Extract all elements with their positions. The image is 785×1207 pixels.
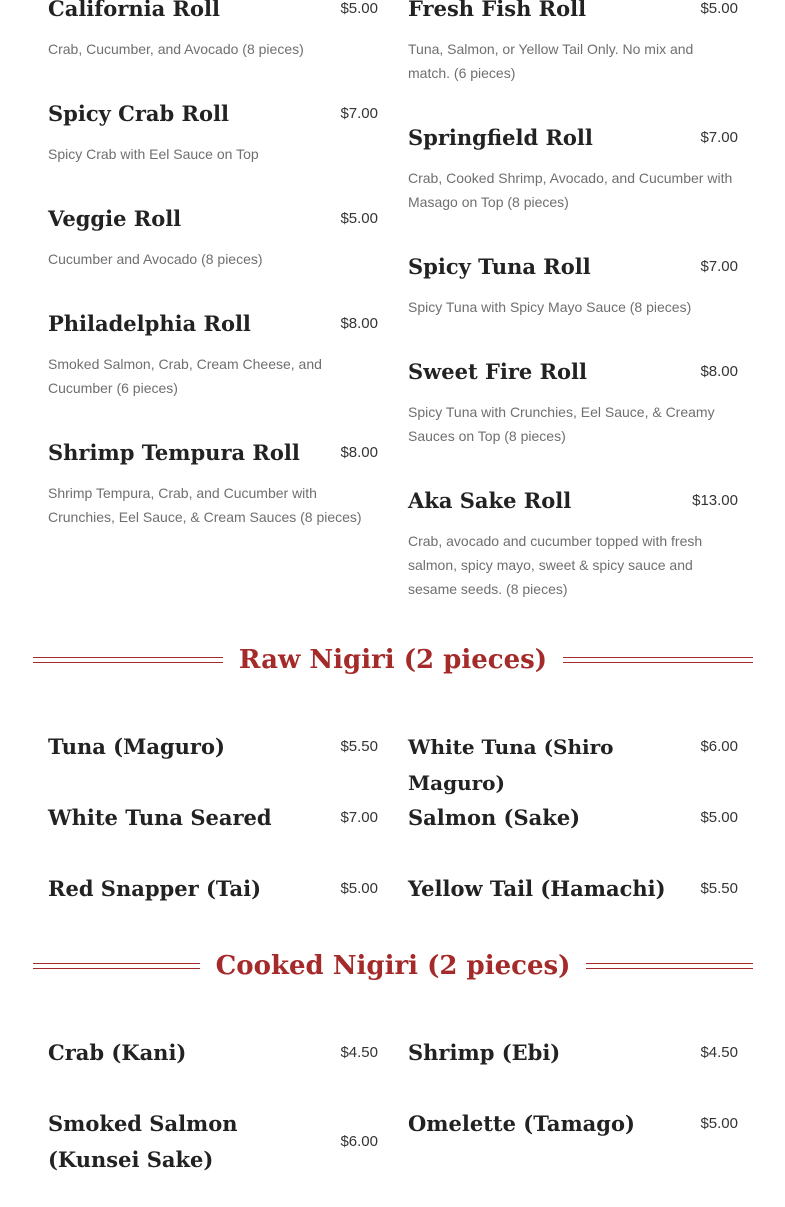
menu-item [408,1035,738,1071]
divider [33,657,223,663]
item-name: Sweet Fire Roll [408,359,588,384]
menu-item [48,1035,378,1071]
item-price: $6.00 [340,1133,378,1150]
item-price: $7.00 [700,258,738,275]
item-description: Cucumber and Avocado (8 pieces) [48,251,263,267]
item-name: Tuna (Maguro) [48,734,225,759]
item-description: Spicy Tuna with Spicy Mayo Sauce (8 pieces) [408,299,692,315]
menu-item [408,0,738,85]
item-price: $5.00 [340,880,378,897]
item-price: $5.00 [340,0,378,17]
item-name: White Tuna (Shiro Maguro) [408,735,614,795]
item-description: Crab, Cucumber, and Avocado (8 pieces) [48,41,304,57]
item-price: $5.50 [340,738,378,755]
menu-item [48,96,378,166]
item-name: Smoked Salmon (Kunsei Sake) [48,1111,238,1172]
menu-item [408,249,738,319]
item-name: California Roll [48,0,220,21]
item-description: Crab, avocado and cucumber topped with fresh salmon, spicy mayo, sweet & spicy sauce and sesame seeds. (8 pieces) [408,533,703,597]
item-name: Philadelphia Roll [48,311,251,336]
item-name: Shrimp (Ebi) [408,1040,561,1065]
item-price: $8.00 [700,363,738,380]
item-name: Omelette (Tamago) [408,1111,635,1136]
item-price: $8.00 [340,315,378,332]
menu-item [408,120,738,214]
divider [33,963,200,969]
item-name: Veggie Roll [48,206,182,231]
menu-item [408,871,738,907]
section-header-raw-nigiri [33,640,753,680]
menu-item [408,483,738,601]
menu-item [408,354,738,448]
item-name: Yellow Tail (Hamachi) [408,876,666,901]
item-name: Salmon (Sake) [408,805,581,830]
menu-item [408,800,738,836]
item-description: Tuna, Salmon, or Yellow Tail Only. No mix and match. (6 pieces) [408,41,694,81]
menu-item [48,1106,378,1178]
item-price: $7.00 [340,809,378,826]
item-description: Crab, Cooked Shrimp, Avocado, and Cucumber with Masago on Top (8 pieces) [408,170,733,210]
item-name: Crab (Kani) [48,1040,187,1065]
menu-item [48,306,378,400]
item-name: Spicy Tuna Roll [408,254,591,279]
item-price: $5.00 [340,210,378,227]
item-name: White Tuna Seared [48,805,272,830]
item-name: Shrimp Tempura Roll [48,440,300,465]
item-price: $5.00 [700,0,738,17]
item-price: $8.00 [340,444,378,461]
item-name: Spicy Crab Roll [48,101,229,126]
item-price: $5.00 [700,1115,738,1132]
item-price: $13.00 [692,492,738,509]
item-description: Spicy Crab with Eel Sauce on Top [48,146,259,162]
item-name: Springfield Roll [408,125,593,150]
section-title: Cooked Nigiri (2 pieces) [215,951,571,981]
menu-item [48,800,378,836]
item-description: Smoked Salmon, Crab, Cream Cheese, and Cucumber (6 pieces) [48,356,322,396]
item-name: Aka Sake Roll [408,488,572,513]
menu-item [48,729,378,765]
menu-item [48,0,378,61]
item-price: $5.50 [700,880,738,897]
item-description: Spicy Tuna with Crunchies, Eel Sauce, & Creamy Sauces on Top (8 pieces) [408,404,715,444]
divider [563,657,753,663]
item-price: $4.50 [340,1044,378,1061]
section-header-cooked-nigiri [33,946,753,986]
menu-item [48,201,378,271]
item-price: $4.50 [700,1044,738,1061]
item-price: $6.00 [700,738,738,755]
menu-item [408,729,738,801]
divider [586,963,753,969]
menu-item [408,1106,738,1142]
menu-item [48,871,378,907]
item-price: $5.00 [700,809,738,826]
menu-item [48,435,378,529]
item-price: $7.00 [700,129,738,146]
item-name: Fresh Fish Roll [408,0,587,21]
item-name: Red Snapper (Tai) [48,876,262,901]
section-title: Raw Nigiri (2 pieces) [238,645,548,675]
item-description: Shrimp Tempura, Crab, and Cucumber with Crunchies, Eel Sauce, & Cream Sauces (8 pieces) [48,485,362,525]
item-price: $7.00 [340,105,378,122]
